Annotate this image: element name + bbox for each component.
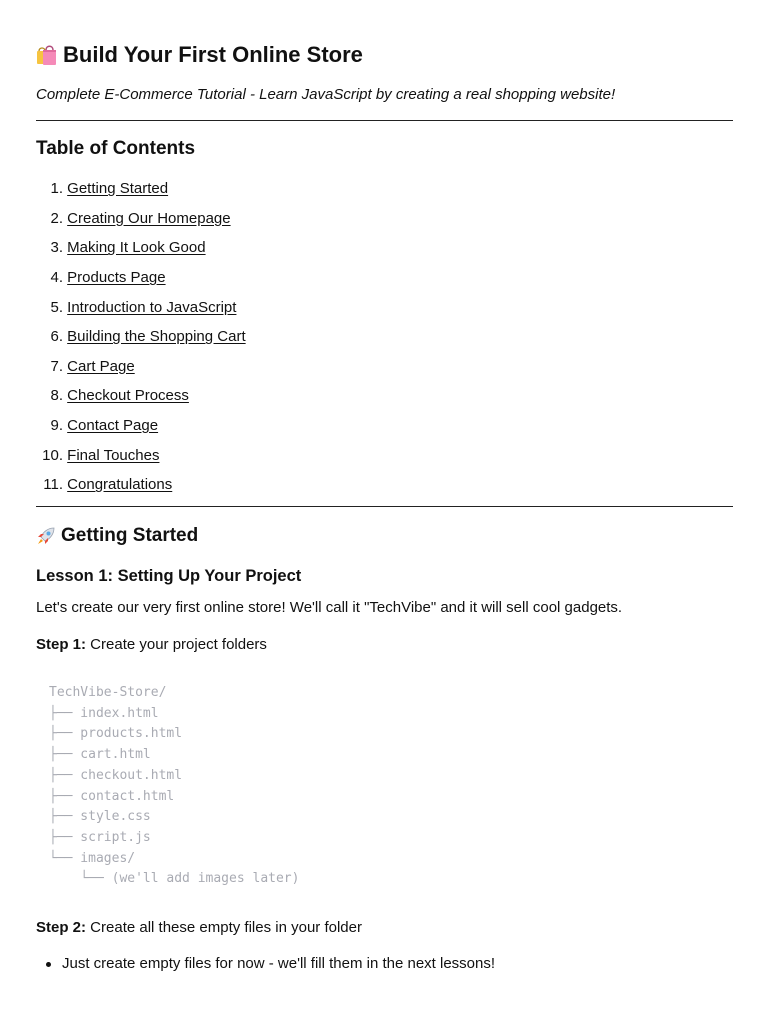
toc-link-creating-homepage[interactable]: Creating Our Homepage: [67, 209, 231, 227]
toc-number: 9.: [50, 417, 63, 435]
toc-link-getting-started[interactable]: Getting Started: [67, 180, 169, 198]
divider: [36, 506, 733, 507]
toc-item: [36, 381, 436, 411]
step-1-text: Create your project folders: [86, 636, 267, 653]
list-item-text: Just create empty files for now - we'll fill them in the next lessons!: [62, 955, 496, 972]
page-title: [36, 40, 363, 70]
step-1-paragraph: [36, 635, 267, 655]
lesson-title: Lesson 1: Setting Up Your Project: [36, 567, 302, 585]
toc-number: 2.: [50, 209, 63, 227]
folder-tree-code: TechVibe-Store/ ├── index.html ├── products.html ├── cart.html ├── checkout.html ├── contact.html ├── style.css ├── script.js └── images/ └── (we'll add images later): [49, 685, 300, 887]
step-1-label: Step 1:: [36, 636, 87, 653]
toc-number: 3.: [50, 239, 63, 257]
toc-item: [36, 411, 436, 441]
toc-number: 6.: [50, 328, 63, 346]
rocket-icon: [36, 526, 56, 546]
step-2-paragraph: [36, 918, 362, 938]
toc-link-congratulations[interactable]: Congratulations: [67, 476, 173, 494]
intro-paragraph: Let's create our very first online store! We'll call it "TechVibe" and it will sell cool gadgets.: [36, 599, 623, 616]
toc-number: 7.: [50, 357, 63, 375]
toc-link-products-page[interactable]: Products Page: [67, 269, 166, 287]
toc-item: [36, 322, 436, 352]
toc-link-contact-page[interactable]: Contact Page: [67, 417, 159, 435]
toc-number: 10.: [42, 446, 63, 464]
table-of-contents: [36, 174, 436, 500]
toc-number: 11.: [43, 476, 63, 494]
toc-item: [36, 440, 436, 470]
toc-item: [36, 233, 436, 263]
toc-item: [36, 352, 436, 382]
toc-link-cart-page[interactable]: Cart Page: [67, 357, 135, 375]
toc-number: 1.: [50, 180, 63, 198]
bullet-icon: [46, 962, 51, 967]
toc-item: [36, 204, 436, 234]
toc-link-making-it-look-good[interactable]: Making It Look Good: [67, 239, 206, 257]
toc-item: [36, 292, 436, 322]
page-title-text: Build Your First Online Store: [63, 42, 363, 67]
toc-link-shopping-cart[interactable]: Building the Shopping Cart: [67, 328, 246, 346]
toc-heading: Table of Contents: [36, 138, 196, 159]
toc-number: 4.: [50, 269, 63, 287]
page-subtitle: Complete E-Commerce Tutorial - Learn JavaScript by creating a real shopping website!: [36, 86, 616, 103]
section-heading-text: Getting Started: [61, 525, 199, 546]
toc-link-checkout[interactable]: Checkout Process: [67, 387, 189, 405]
bullet-list: [36, 953, 495, 975]
toc-item: [36, 470, 436, 500]
toc-number: 8.: [50, 387, 63, 405]
divider: [36, 120, 733, 121]
toc-link-intro-javascript[interactable]: Introduction to JavaScript: [67, 298, 237, 316]
step-2-label: Step 2:: [36, 919, 87, 936]
step-2-text: Create all these empty files in your folder: [86, 919, 362, 936]
toc-item: [36, 174, 436, 204]
section-heading: [36, 524, 198, 548]
list-item: [36, 953, 495, 975]
code-block: [36, 674, 733, 892]
toc-link-final-touches[interactable]: Final Touches: [67, 446, 160, 464]
toc-number: 5.: [50, 298, 63, 316]
toc-item: [36, 263, 436, 293]
shopping-bags-icon: [36, 44, 58, 66]
